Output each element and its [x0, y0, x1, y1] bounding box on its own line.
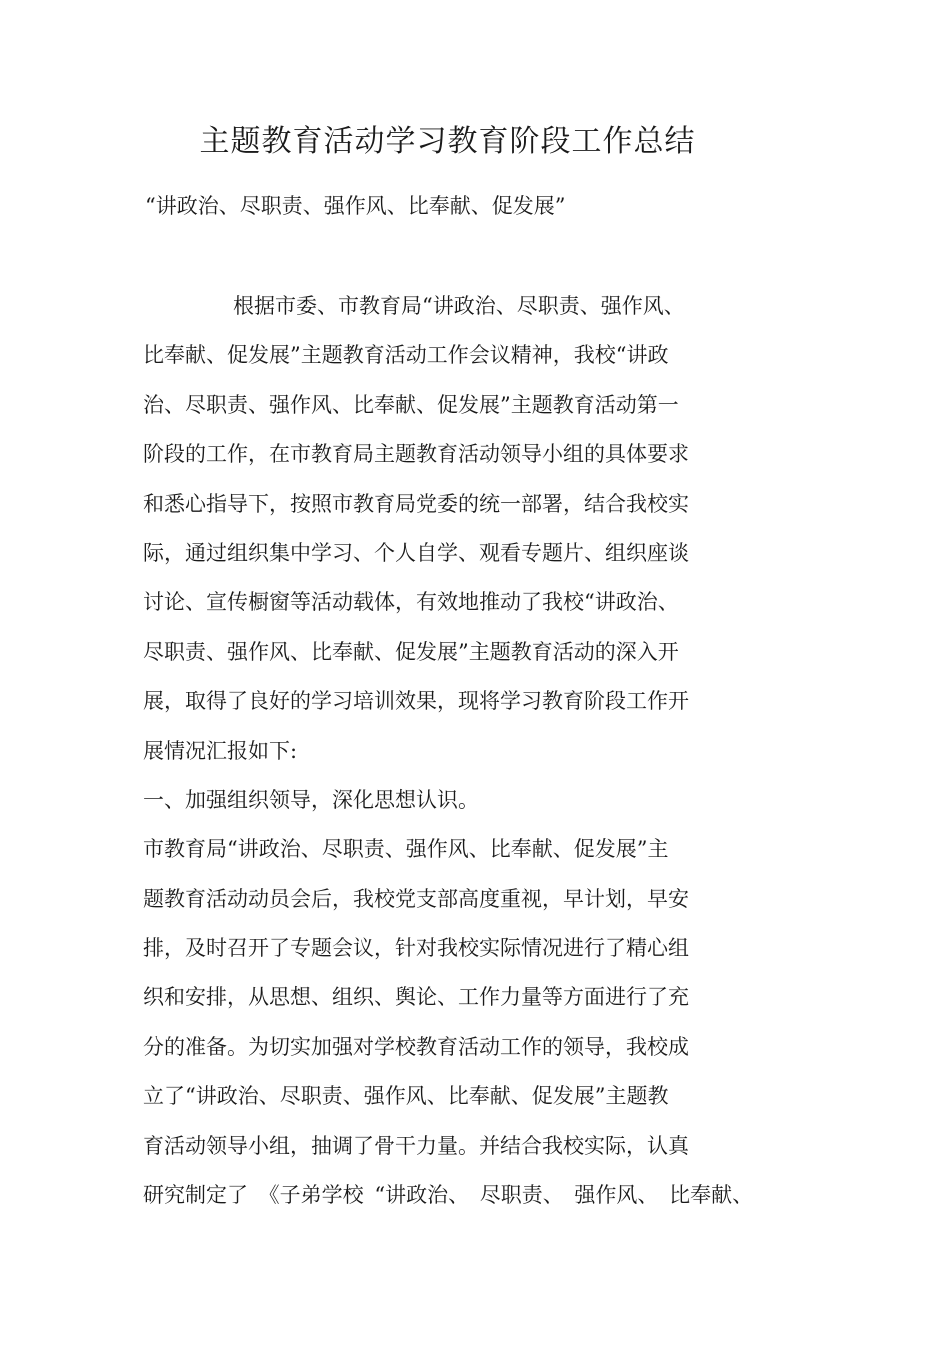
body-line: 治、尽职责、强作风、比奉献、促发展”主题教育活动第一 [143, 392, 679, 417]
body-line: 阶段的工作，在市教育局主题教育活动领导小组的具体要求 [143, 442, 689, 467]
document-body [143, 288, 823, 1226]
body-line: 尽职责、强作风、比奉献、促发展”主题教育活动的深入开 [143, 639, 679, 664]
body-line: 立了“讲政治、尽职责、强作风、比奉献、促发展”主题教 [143, 1084, 669, 1109]
body-line: 根据市委、市教育局“讲政治、尽职责、强作风、 [233, 294, 685, 318]
section-heading: 一、加强组织领导，深化思想认识。 [143, 787, 479, 812]
body-line: 展，取得了良好的学习培训效果，现将学习教育阶段工作开 [143, 689, 689, 714]
body-line: 题教育活动动员会后，我校党支部高度重视，早计划，早安 [143, 886, 689, 911]
body-line: 讨论、宣传橱窗等活动载体，有效地推动了我校“讲政治、 [143, 590, 679, 615]
body-line: 研究制定了 《子弟学校 “讲政治、 尽职责、 强作风、 比奉献、 [143, 1183, 754, 1208]
body-line: 分的准备。为切实加强对学校教育活动工作的领导，我校成 [143, 1034, 689, 1059]
body-line: 和悉心指导下，按照市教育局党委的统一部署，结合我校实 [143, 491, 689, 516]
body-line: 际，通过组织集中学习、个人自学、观看专题片、组织座谈 [143, 540, 689, 565]
document-title: 主题教育活动学习教育阶段工作总结 [199, 124, 696, 159]
body-line: 育活动领导小组，抽调了骨干力量。并结合我校实际，认真 [143, 1133, 689, 1158]
body-line: 展情况汇报如下: [143, 738, 298, 763]
body-line: 市教育局“讲政治、尽职责、强作风、比奉献、促发展”主 [143, 837, 669, 862]
body-line: 比奉献、促发展”主题教育活动工作会议精神，我校“讲政 [143, 343, 669, 368]
body-line: 织和安排，从思想、组织、舆论、工作力量等方面进行了充 [143, 985, 689, 1010]
body-line: 排，及时召开了专题会议，针对我校实际情况进行了精心组 [143, 936, 689, 961]
document-subtitle: “讲政治、尽职责、强作风、比奉献、促发展” [145, 194, 566, 218]
